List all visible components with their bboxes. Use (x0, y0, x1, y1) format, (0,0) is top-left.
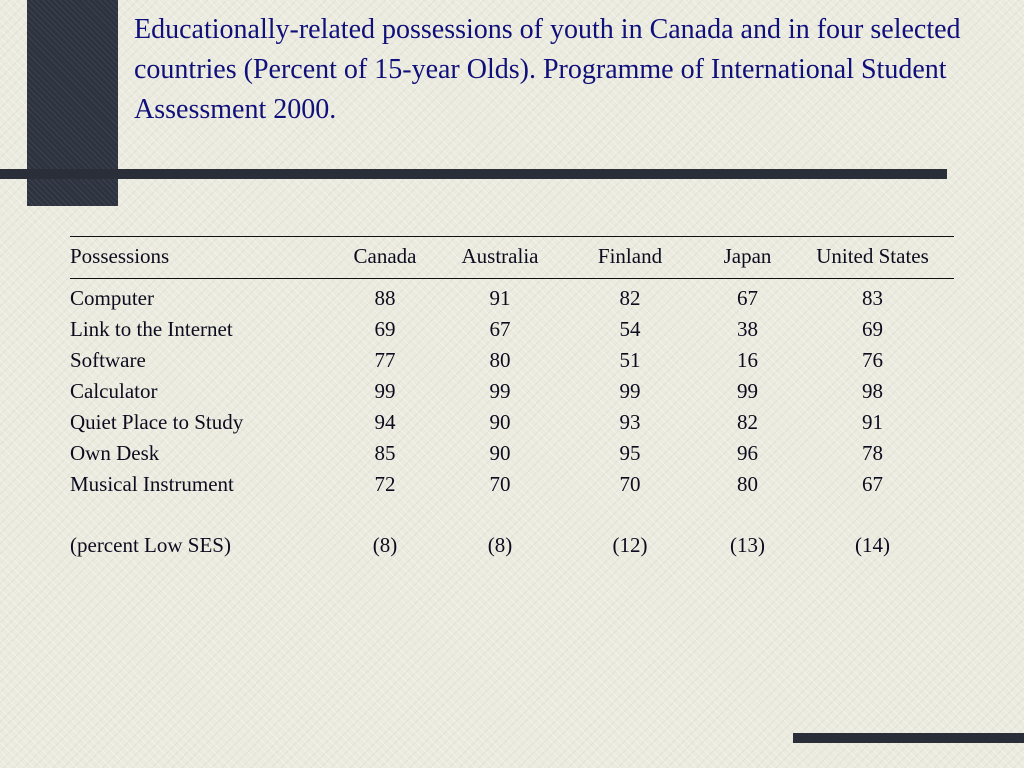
header-japan: Japan (723, 244, 772, 268)
header-finland: Finland (597, 244, 663, 268)
footer-australia: (8) (487, 533, 513, 557)
cell-australia: 80 (489, 348, 511, 372)
header-united-states: United States (816, 244, 929, 268)
cell-united-states: 83 (862, 286, 883, 310)
cell-finland: 51 (619, 348, 641, 372)
cell-finland: 70 (619, 472, 641, 496)
cell-japan: 38 (737, 317, 758, 341)
table-row (70, 345, 954, 376)
cell-japan: 82 (737, 410, 758, 434)
cell-japan: 99 (737, 379, 758, 403)
slide-title: Educationally-related possessions of youth in Canada and in four selected countries (Percent of 15-year Olds). Programme of International Student Assessment 2000. (134, 14, 961, 125)
row-label: Own Desk (70, 441, 160, 465)
cell-finland: 82 (619, 286, 641, 310)
cell-japan: 67 (737, 286, 758, 310)
footer-japan: (13) (730, 533, 765, 557)
cell-japan: 16 (737, 348, 758, 372)
cell-finland: 95 (619, 441, 641, 465)
cell-finland: 54 (619, 317, 641, 341)
table-footer-row (70, 530, 954, 561)
row-label: Software (70, 348, 146, 372)
cell-finland: 99 (619, 379, 641, 403)
cell-united-states: 91 (862, 410, 883, 434)
footer-label: (percent Low SES) (70, 533, 231, 557)
row-label: Computer (70, 286, 154, 310)
cell-australia: 99 (489, 379, 511, 403)
cell-canada: 69 (374, 317, 396, 341)
cell-australia: 90 (489, 441, 511, 465)
cell-finland: 93 (619, 410, 641, 434)
cell-japan: 80 (737, 472, 758, 496)
header-possessions: Possessions (70, 244, 170, 268)
table-row (70, 469, 954, 500)
cell-united-states: 98 (862, 379, 883, 403)
footer-canada: (8) (372, 533, 398, 557)
decorative-top-bar (0, 169, 947, 179)
cell-canada: 85 (374, 441, 396, 465)
cell-united-states: 67 (862, 472, 883, 496)
cell-canada: 94 (374, 410, 396, 434)
table-row (70, 283, 954, 314)
table-row (70, 438, 954, 469)
cell-australia: 90 (489, 410, 511, 434)
table-header-rule (70, 278, 954, 279)
cell-canada: 77 (374, 348, 396, 372)
cell-australia: 67 (489, 317, 511, 341)
footer-finland: (12) (612, 533, 648, 557)
cell-australia: 91 (489, 286, 511, 310)
decorative-bottom-bar (793, 733, 1024, 743)
footer-united-states: (14) (855, 533, 890, 557)
table-top-rule (70, 236, 954, 237)
table-row (70, 407, 954, 438)
table-row (70, 376, 954, 407)
cell-united-states: 78 (862, 441, 883, 465)
row-label: Calculator (70, 379, 158, 403)
cell-australia: 70 (489, 472, 511, 496)
cell-canada: 99 (374, 379, 396, 403)
cell-canada: 88 (374, 286, 396, 310)
row-label: Musical Instrument (70, 472, 234, 496)
possessions-table (70, 220, 954, 561)
row-label: Quiet Place to Study (70, 410, 244, 434)
table-spacer (70, 500, 954, 530)
row-label: Link to the Internet (70, 317, 233, 341)
cell-united-states: 76 (862, 348, 883, 372)
header-canada: Canada (353, 244, 417, 268)
table-header-row (70, 241, 954, 272)
cell-canada: 72 (374, 472, 396, 496)
header-australia: Australia (461, 244, 539, 268)
cell-united-states: 69 (862, 317, 883, 341)
cell-japan: 96 (737, 441, 758, 465)
table-row (70, 314, 954, 345)
